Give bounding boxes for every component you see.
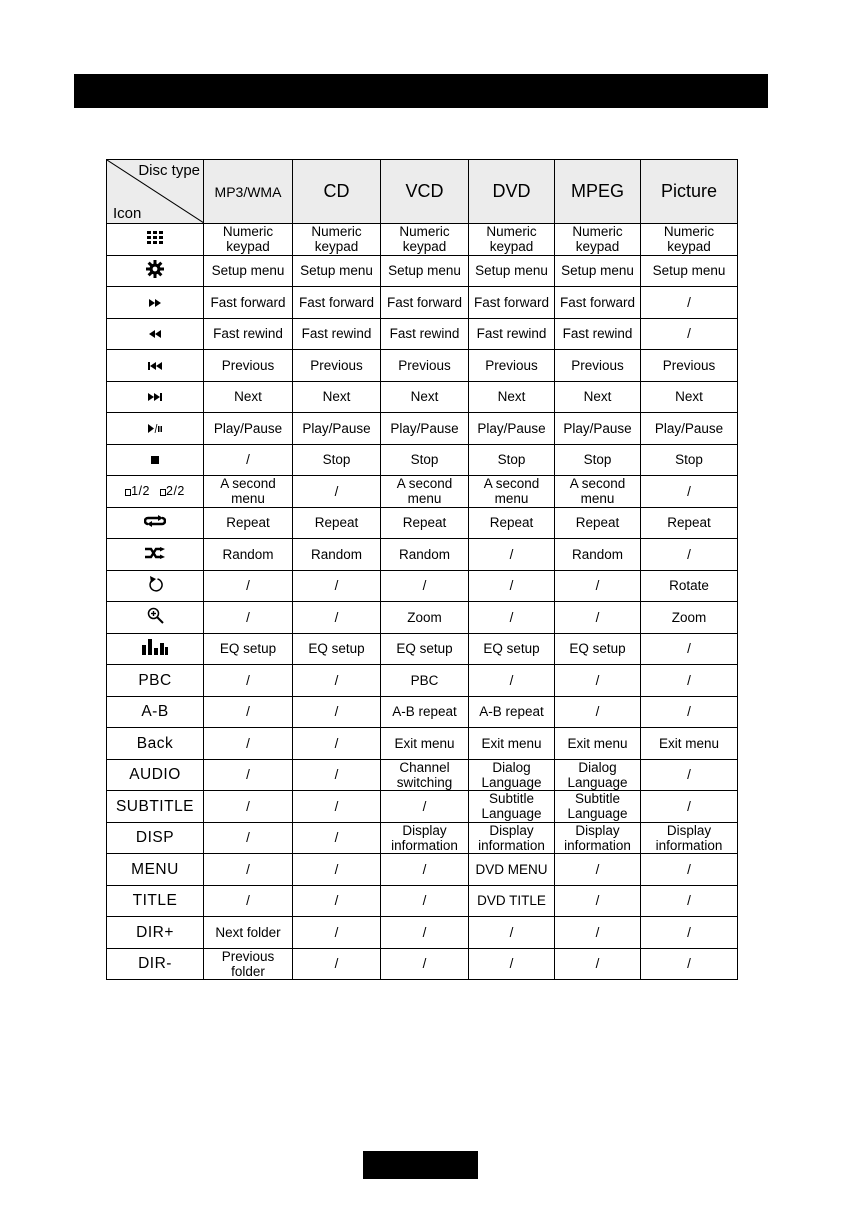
section-header-bar <box>74 74 768 108</box>
function-cell-cd: Random <box>293 539 381 571</box>
function-cell-mpeg: Stop <box>555 444 641 476</box>
function-cell-mpeg: / <box>555 885 641 917</box>
function-cell-dvd: / <box>469 570 555 602</box>
function-cell-vcd: / <box>381 885 469 917</box>
previous-icon <box>148 358 162 373</box>
row-key-cell <box>107 570 204 602</box>
function-cell-mp3-wma: / <box>204 822 293 854</box>
table-row <box>107 759 738 791</box>
table-row <box>107 917 738 949</box>
fast-forward-icon <box>149 295 162 310</box>
function-cell-mpeg: Exit menu <box>555 728 641 760</box>
function-cell-picture: / <box>641 791 738 823</box>
function-cell-vcd: Random <box>381 539 469 571</box>
table-row <box>107 885 738 917</box>
table-row <box>107 381 738 413</box>
function-cell-dvd: Exit menu <box>469 728 555 760</box>
function-cell-dvd: Setup menu <box>469 255 555 287</box>
function-cell-picture: / <box>641 917 738 949</box>
function-cell-cd: EQ setup <box>293 633 381 665</box>
table-row <box>107 255 738 287</box>
row-key-cell <box>107 413 204 445</box>
function-cell-mp3-wma: / <box>204 759 293 791</box>
function-cell-vcd: Previous <box>381 350 469 382</box>
function-cell-mp3-wma: / <box>204 791 293 823</box>
row-key-cell <box>107 507 204 539</box>
function-cell-picture: Exit menu <box>641 728 738 760</box>
function-cell-mp3-wma: Random <box>204 539 293 571</box>
function-cell-vcd: Channel switching <box>381 759 469 791</box>
function-cell-mp3-wma: EQ setup <box>204 633 293 665</box>
function-cell-mp3-wma: Next <box>204 381 293 413</box>
row-key-cell <box>107 539 204 571</box>
col-header-picture: Picture <box>641 160 738 224</box>
row-key-cell <box>107 917 204 949</box>
function-cell-mpeg: / <box>555 665 641 697</box>
repeat-icon <box>144 515 166 530</box>
function-cell-dvd: A second menu <box>469 476 555 508</box>
function-cell-mp3-wma: Previous folder <box>204 948 293 980</box>
function-cell-cd: / <box>293 476 381 508</box>
table-row <box>107 570 738 602</box>
row-key-cell <box>107 318 204 350</box>
eq-icon <box>142 639 168 658</box>
function-cell-mp3-wma: Play/Pause <box>204 413 293 445</box>
stop-icon <box>151 452 159 467</box>
second-menu-page-label: 2/2 <box>166 484 185 499</box>
function-cell-cd: / <box>293 759 381 791</box>
function-cell-vcd: / <box>381 948 469 980</box>
col-header-dvd: DVD <box>469 160 555 224</box>
zoom-icon <box>147 607 164 627</box>
row-key-cell <box>107 948 204 980</box>
function-cell-mp3-wma: Fast rewind <box>204 318 293 350</box>
function-cell-vcd: Numeric keypad <box>381 224 469 256</box>
function-cell-vcd: Setup menu <box>381 255 469 287</box>
gear-icon <box>146 260 164 281</box>
function-cell-picture: / <box>641 759 738 791</box>
table-row <box>107 948 738 980</box>
table-row <box>107 854 738 886</box>
fast-rewind-icon <box>149 326 162 341</box>
row-key-cell <box>107 476 204 508</box>
function-cell-mpeg: Fast forward <box>555 287 641 319</box>
function-cell-cd: Previous <box>293 350 381 382</box>
function-cell-cd: / <box>293 948 381 980</box>
function-cell-mp3-wma: / <box>204 570 293 602</box>
function-cell-cd: / <box>293 665 381 697</box>
function-cell-picture: Previous <box>641 350 738 382</box>
function-cell-dvd: / <box>469 665 555 697</box>
function-cell-mpeg: A second menu <box>555 476 641 508</box>
function-cell-dvd: Subtitle Language <box>469 791 555 823</box>
col-header-cd: CD <box>293 160 381 224</box>
row-key-cell <box>107 255 204 287</box>
function-cell-dvd: Display information <box>469 822 555 854</box>
function-cell-mpeg: Random <box>555 539 641 571</box>
function-cell-mp3-wma: / <box>204 854 293 886</box>
function-cell-dvd: Play/Pause <box>469 413 555 445</box>
function-cell-picture: Repeat <box>641 507 738 539</box>
function-cell-mpeg: / <box>555 602 641 634</box>
function-cell-dvd: DVD TITLE <box>469 885 555 917</box>
table-header-row <box>107 160 738 224</box>
col-header-mp3: MP3/WMA <box>204 160 293 224</box>
corner-icon-label: Icon <box>113 205 142 222</box>
function-cell-dvd: / <box>469 948 555 980</box>
function-cell-picture: Play/Pause <box>641 413 738 445</box>
function-cell-picture: / <box>641 287 738 319</box>
function-cell-mpeg: Dialog Language <box>555 759 641 791</box>
play-pause-icon <box>148 421 162 436</box>
function-cell-mp3-wma: Numeric keypad <box>204 224 293 256</box>
function-cell-picture: Display information <box>641 822 738 854</box>
function-cell-vcd: Exit menu <box>381 728 469 760</box>
function-cell-mpeg: Display information <box>555 822 641 854</box>
function-cell-mp3-wma: Repeat <box>204 507 293 539</box>
function-cell-cd: Numeric keypad <box>293 224 381 256</box>
row-key-cell <box>107 791 204 823</box>
function-cell-picture: Rotate <box>641 570 738 602</box>
function-cell-cd: / <box>293 885 381 917</box>
function-cell-mp3-wma: / <box>204 696 293 728</box>
function-cell-mp3-wma: Previous <box>204 350 293 382</box>
table-row <box>107 633 738 665</box>
table-row <box>107 350 738 382</box>
function-cell-vcd: Next <box>381 381 469 413</box>
page-number-box <box>363 1151 478 1179</box>
table-row <box>107 791 738 823</box>
table-row <box>107 728 738 760</box>
row-key-cell <box>107 728 204 760</box>
table-row <box>107 444 738 476</box>
corner-header-cell <box>107 160 204 224</box>
rotate-icon <box>147 575 163 596</box>
function-cell-cd: / <box>293 602 381 634</box>
function-cell-vcd: / <box>381 854 469 886</box>
row-key-cell <box>107 350 204 382</box>
function-cell-cd: / <box>293 696 381 728</box>
function-cell-dvd: A-B repeat <box>469 696 555 728</box>
button-key-label: TITLE <box>132 892 178 910</box>
function-cell-picture: / <box>641 696 738 728</box>
table-row <box>107 476 738 508</box>
function-cell-dvd: Dialog Language <box>469 759 555 791</box>
function-cell-picture: Next <box>641 381 738 413</box>
table-row <box>107 287 738 319</box>
function-cell-mp3-wma: / <box>204 444 293 476</box>
table-row <box>107 602 738 634</box>
button-key-label: DIR+ <box>136 923 174 941</box>
function-cell-vcd: Stop <box>381 444 469 476</box>
function-cell-picture: / <box>641 318 738 350</box>
table-row <box>107 224 738 256</box>
function-cell-vcd: / <box>381 917 469 949</box>
function-cell-mpeg: Next <box>555 381 641 413</box>
function-cell-picture: Stop <box>641 444 738 476</box>
function-cell-picture: Setup menu <box>641 255 738 287</box>
row-key-cell <box>107 602 204 634</box>
function-cell-mpeg: / <box>555 570 641 602</box>
row-key-cell <box>107 287 204 319</box>
function-cell-vcd: Display information <box>381 822 469 854</box>
function-cell-mp3-wma: / <box>204 602 293 634</box>
function-cell-picture: / <box>641 633 738 665</box>
function-cell-mpeg: Setup menu <box>555 255 641 287</box>
row-key-cell <box>107 224 204 256</box>
function-cell-vcd: Play/Pause <box>381 413 469 445</box>
table-row <box>107 539 738 571</box>
function-cell-dvd: / <box>469 602 555 634</box>
table-row <box>107 318 738 350</box>
function-cell-dvd: Fast rewind <box>469 318 555 350</box>
function-cell-mp3-wma: / <box>204 885 293 917</box>
table-row <box>107 696 738 728</box>
table-row <box>107 822 738 854</box>
function-cell-dvd: Repeat <box>469 507 555 539</box>
function-cell-picture: Zoom <box>641 602 738 634</box>
function-cell-vcd: Zoom <box>381 602 469 634</box>
function-cell-mp3-wma: Setup menu <box>204 255 293 287</box>
function-cell-mp3-wma: / <box>204 728 293 760</box>
function-cell-picture: / <box>641 476 738 508</box>
function-cell-cd: Repeat <box>293 507 381 539</box>
row-key-cell <box>107 822 204 854</box>
function-cell-mpeg: / <box>555 854 641 886</box>
function-cell-picture: / <box>641 885 738 917</box>
row-key-cell <box>107 696 204 728</box>
function-cell-mpeg: / <box>555 917 641 949</box>
function-cell-cd: / <box>293 822 381 854</box>
numeric-keypad-icon <box>147 231 163 248</box>
function-cell-vcd: A second menu <box>381 476 469 508</box>
function-cell-cd: / <box>293 791 381 823</box>
function-cell-picture: / <box>641 948 738 980</box>
function-cell-mpeg: EQ setup <box>555 633 641 665</box>
second-menu-page-label: 1/2 <box>131 484 150 499</box>
function-cell-vcd: / <box>381 570 469 602</box>
function-cell-cd: / <box>293 854 381 886</box>
table-row <box>107 507 738 539</box>
function-cell-vcd: PBC <box>381 665 469 697</box>
function-cell-mp3-wma: / <box>204 665 293 697</box>
button-key-label: Back <box>136 734 174 752</box>
function-cell-mpeg: Fast rewind <box>555 318 641 350</box>
button-key-label: DISP <box>135 829 175 847</box>
function-cell-picture: / <box>641 665 738 697</box>
function-cell-mpeg: / <box>555 948 641 980</box>
function-cell-vcd: Fast forward <box>381 287 469 319</box>
row-key-cell <box>107 381 204 413</box>
col-header-mpeg: MPEG <box>555 160 641 224</box>
function-cell-dvd: Numeric keypad <box>469 224 555 256</box>
function-cell-mpeg: Subtitle Language <box>555 791 641 823</box>
function-cell-dvd: Previous <box>469 350 555 382</box>
button-key-label: AUDIO <box>129 766 181 784</box>
col-header-vcd: VCD <box>381 160 469 224</box>
function-cell-cd: / <box>293 570 381 602</box>
row-key-cell <box>107 885 204 917</box>
function-cell-mp3-wma: Next folder <box>204 917 293 949</box>
function-cell-mpeg: Previous <box>555 350 641 382</box>
row-key-cell <box>107 633 204 665</box>
function-cell-mpeg: Numeric keypad <box>555 224 641 256</box>
function-cell-cd: Stop <box>293 444 381 476</box>
function-cell-mp3-wma: Fast forward <box>204 287 293 319</box>
button-key-label: PBC <box>138 671 172 689</box>
function-cell-dvd: / <box>469 539 555 571</box>
function-cell-dvd: Fast forward <box>469 287 555 319</box>
random-icon <box>145 547 165 562</box>
function-cell-mpeg: / <box>555 696 641 728</box>
function-cell-dvd: Stop <box>469 444 555 476</box>
function-cell-dvd: DVD MENU <box>469 854 555 886</box>
table-row <box>107 413 738 445</box>
table-row <box>107 665 738 697</box>
function-cell-cd: / <box>293 728 381 760</box>
button-key-label: DIR- <box>138 955 172 973</box>
function-cell-picture: Numeric keypad <box>641 224 738 256</box>
function-cell-cd: / <box>293 917 381 949</box>
function-cell-mpeg: Play/Pause <box>555 413 641 445</box>
function-cell-cd: Setup menu <box>293 255 381 287</box>
function-cell-vcd: / <box>381 791 469 823</box>
function-cell-picture: / <box>641 539 738 571</box>
function-cell-vcd: A-B repeat <box>381 696 469 728</box>
function-cell-cd: Fast forward <box>293 287 381 319</box>
corner-disc-type-label: Disc type <box>138 162 200 179</box>
function-cell-dvd: EQ setup <box>469 633 555 665</box>
function-cell-cd: Fast rewind <box>293 318 381 350</box>
row-key-cell <box>107 854 204 886</box>
function-cell-vcd: EQ setup <box>381 633 469 665</box>
next-icon <box>148 389 162 404</box>
button-key-label: SUBTITLE <box>115 797 195 815</box>
function-cell-mp3-wma: A second menu <box>204 476 293 508</box>
row-key-cell <box>107 759 204 791</box>
function-cell-vcd: Repeat <box>381 507 469 539</box>
function-cell-dvd: Next <box>469 381 555 413</box>
button-key-label: A-B <box>141 703 169 721</box>
function-cell-dvd: / <box>469 917 555 949</box>
function-cell-vcd: Fast rewind <box>381 318 469 350</box>
function-cell-mpeg: Repeat <box>555 507 641 539</box>
row-key-cell <box>107 665 204 697</box>
function-cell-picture: / <box>641 854 738 886</box>
function-cell-cd: Next <box>293 381 381 413</box>
function-cell-cd: Play/Pause <box>293 413 381 445</box>
button-key-label: MENU <box>131 860 179 878</box>
row-key-cell <box>107 444 204 476</box>
function-table <box>106 159 738 980</box>
